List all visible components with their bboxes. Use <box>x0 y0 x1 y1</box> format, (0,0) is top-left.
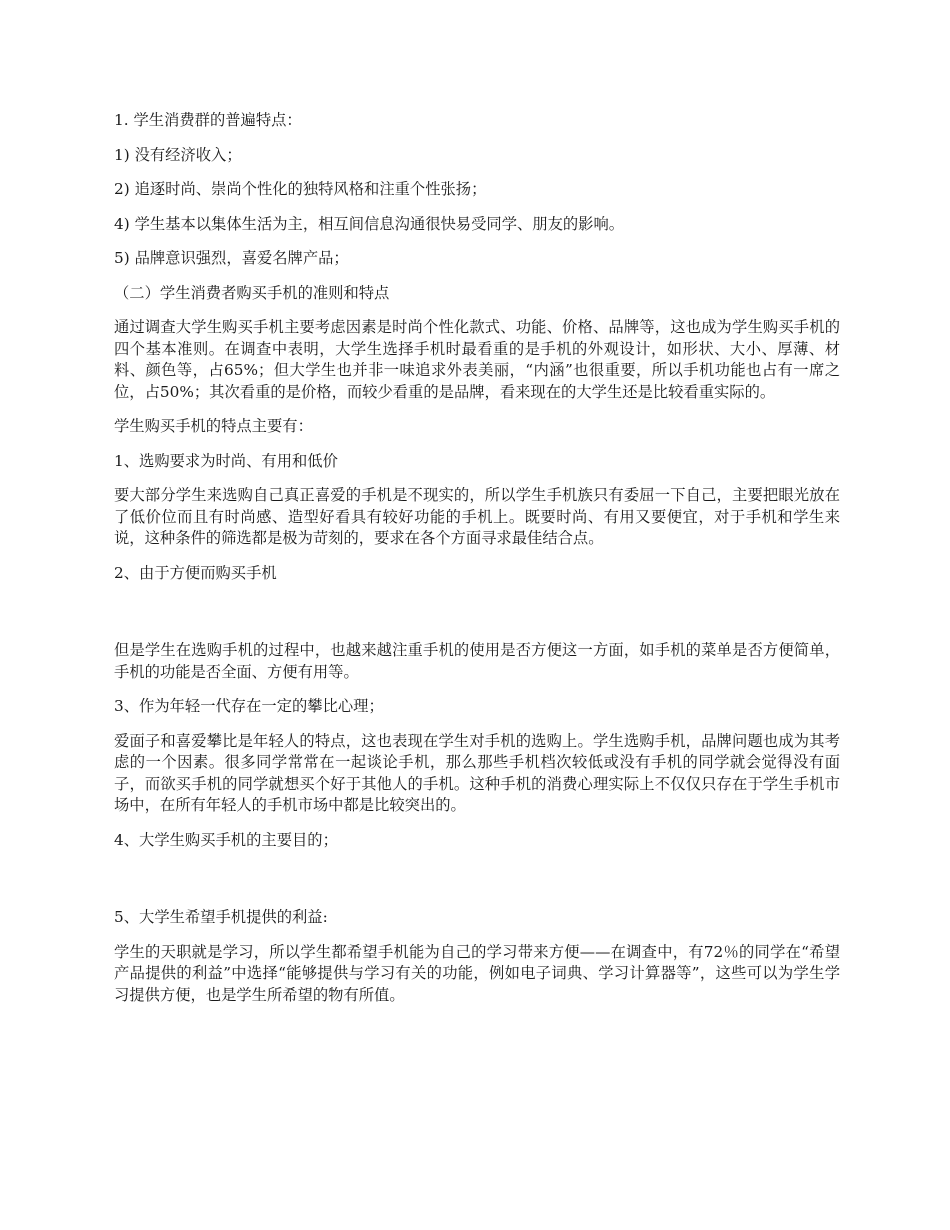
paragraph-2: 1) 没有经济收入； <box>114 145 242 164</box>
paragraph-7: 通过调查大学生购买手机主要考虑因素是时尚个性化款式、功能、价格、品牌等，这也成为学生购买手机的四个基本准则。在调查中表明，大学生选择手机时最看重的是手机的外观设计，如形状、大小、厚薄、材料、颜色等，占65%；但大学生也并非一味追求外表美丽，“内涵”也很重要，所以手机功能也占有一席之位，占50%；其次看重的是价格，而较少看重的是品牌，看来现在的大学生还是比较看重实际的。 <box>114 318 840 401</box>
paragraph-13: 3、作为年轻一代存在一定的攀比心理； <box>114 697 384 715</box>
paragraph-14: 爱面子和喜爱攀比是年轻人的特点，这也表现在学生对手机的选购上。学生选购手机，品牌问题也成为其考虑的一个因素。很多同学常常在一起谈论手机，那么那些手机档次较低或没有手机的同学就会觉得没有面子，而欲买手机的同学就想买个好于其他人的手机。这种手机的消费心理实际上不仅仅只存在于学生手机市场中，在所有年轻人的手机市场中都是比较突出的。 <box>114 731 840 814</box>
blank-space <box>114 597 840 640</box>
paragraph-11: 2、由于方便而购买手机 <box>114 563 277 582</box>
paragraph-15: 4、大学生购买手机的主要目的； <box>114 830 338 849</box>
paragraph-5: 5) 品牌意识强烈，喜爱名牌产品； <box>114 249 349 267</box>
paragraph-10: 要大部分学生来选购自己真正喜爱的手机是不现实的，所以学生手机族只有委屈一下自己，主要把眼光放在了低价位而且有时尚感、造型好看具有较好功能的手机上。既要时尚、有用又要便宜，对于手机和学生来说，这种条件的筛选都是极为苛刻的，要求在各个方面寻求最佳结合点。 <box>114 486 840 547</box>
section-heading: （二）学生消费者购买手机的准则和特点 <box>114 283 390 302</box>
paragraph-16: 5、大学生希望手机提供的利益: <box>114 908 328 926</box>
paragraph-17: 学生的天职就是学习，所以学生都希望手机能为自己的学习带来方便——在调查中，有72％的同学在“希望产品提供的利益”中选择“能够提供与学习有关的功能，例如电子词典、学习计算器等”，这些可以为学生学习提供方便，也是学生所希望的物有所值。 <box>114 942 840 1004</box>
paragraph-8: 学生购买手机的特点主要有： <box>114 417 313 435</box>
paragraph-12: 但是学生在选购手机的过程中，也越来越注重手机的使用是否方便这一方面，如手机的菜单是否方便简单，手机的功能是否全面、方便有用等。 <box>114 641 840 681</box>
paragraph-3: 2) 追逐时尚、崇尚个性化的独特风格和注重个性张扬； <box>114 180 487 198</box>
document-body <box>114 110 840 1019</box>
paragraph-1: 1. 学生消费群的普遍特点： <box>114 111 302 129</box>
paragraph-9: 1、选购要求为时尚、有用和低价 <box>114 451 338 470</box>
blank-space <box>114 864 840 907</box>
paragraph-4: 4) 学生基本以集体生活为主，相互间信息沟通很快易受同学、朋友的影响。 <box>114 214 625 233</box>
